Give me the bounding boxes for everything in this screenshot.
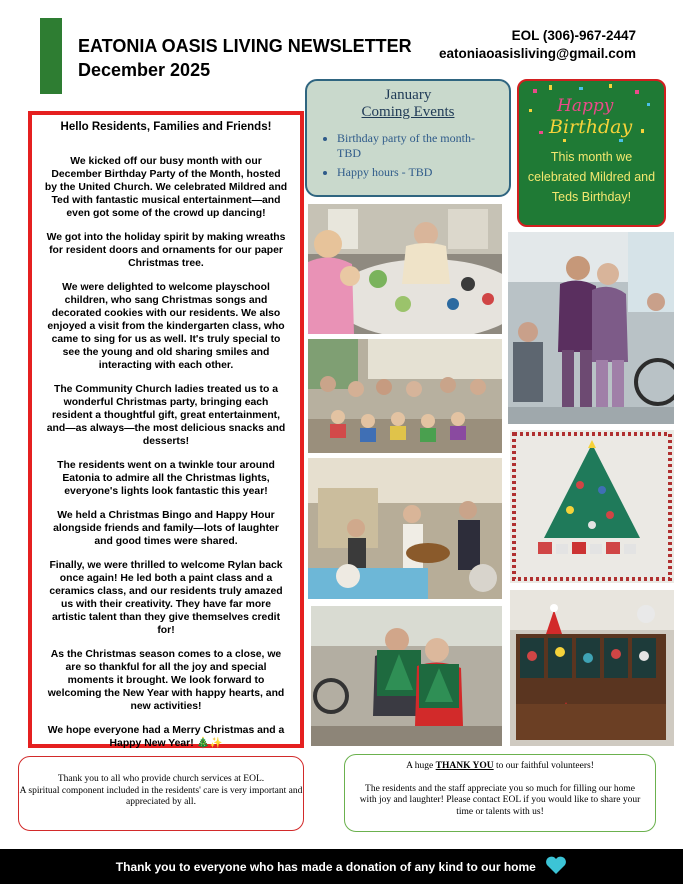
- birthday-box: [517, 79, 666, 227]
- birthday-art-birthday: Birthday: [549, 116, 633, 138]
- letter-paragraph-3: We were delighted to welcome playschool children, who sang Christmas songs and decorated cookies with our residents. We also enjoyed a visit from the kindergarten class, who came to sing for us as well. It's truly special to see the young and old sharing smiles and interacting with each other.: [47, 282, 285, 371]
- church-thanks-box: [18, 756, 304, 831]
- photo-playschool-visit: [308, 339, 502, 453]
- header-accent-bar: [40, 18, 62, 94]
- letter-paragraph-1: We kicked off our busy month with our December Birthday Party of the Month, hosted by the United Church. We celebrated Mildred and Ted with fantastic musical entertainment—and even got some of the crowd up dancing!: [44, 156, 288, 219]
- title-line-1: EATONIA OASIS LIVING NEWSLETTER: [78, 36, 412, 56]
- footer-text: Thank you to everyone who has made a donation of any kind to our home: [115, 860, 536, 874]
- photo-music-entertainment: [308, 458, 502, 599]
- birthday-art-happy: Happy: [557, 96, 614, 116]
- letter-paragraph-9: We hope everyone had a Merry Christmas and a Happy New Year! 🎄✨: [47, 725, 285, 749]
- letter-paragraph-6: We held a Christmas Bingo and Happy Hour alongside friends and family—lots of laughter and good times were shared.: [53, 510, 279, 547]
- phone-number: EOL (306)-967-2447: [511, 28, 636, 43]
- event-item: • Happy hours - TBD: [337, 165, 501, 180]
- newsletter-title: [78, 34, 412, 82]
- church-thanks-line-1: Thank you to all who provide church services at EOL.: [57, 774, 265, 784]
- coming-events-list: [307, 131, 509, 180]
- birthday-caption: This month we celebrated Mildred and Teds Birthday!: [527, 150, 656, 204]
- volunteer-thanks-body: The residents and the staff appreciate you so much for filling our home with joy and laughter! Please contact EOL if you would like to share your time or talents with us!: [359, 783, 641, 817]
- email-address[interactable]: eatoniaoasisliving@gmail.com: [439, 46, 636, 61]
- volunteer-heading-emphasis: THANK YOU: [435, 761, 494, 771]
- coming-events-title: Coming Events: [361, 104, 455, 120]
- coming-events-box: [305, 79, 511, 197]
- letter-paragraph-5: The residents went on a twinkle tour around Eatonia to admire all the Christmas lights, everyone's lights look fantastic this year!: [57, 460, 275, 497]
- church-thanks-line-2: A spiritual component included in the residents' care is very important and appreciated by all.: [19, 785, 303, 807]
- volunteer-thanks-heading: [357, 761, 643, 773]
- letter-paragraph-2: We got into the holiday spirit by making wreaths for resident doors and ornaments for our paper Christmas tree.: [46, 232, 286, 269]
- event-item: • Birthday party of the month- TBD: [337, 131, 501, 161]
- volunteer-heading-pre: A huge: [406, 761, 436, 771]
- coming-events-heading: [307, 87, 509, 121]
- volunteer-thanks-box: [344, 754, 656, 832]
- photo-paint-class: [311, 606, 502, 746]
- coming-events-month: January: [384, 87, 432, 103]
- letter-paragraph-8: As the Christmas season comes to a close, we are so thankful for all the joy and special moments it brought. We look forward to welcoming the New Year with happy hearts, and new activities!: [47, 649, 285, 712]
- photo-paper-christmas-tree: [510, 430, 674, 583]
- photo-ornamented-piano: [510, 590, 674, 746]
- happy-birthday-art: [519, 81, 664, 147]
- photo-cookie-decorating: [308, 204, 502, 334]
- letter-box: [28, 111, 304, 748]
- letter-paragraph-4: The Community Church ladies treated us to a wonderful Christmas party, bringing each resident a thoughtful gift, great entertainment, and—as always—the most delicious snacks and desserts!: [46, 384, 286, 447]
- photo-dancing: [508, 232, 674, 424]
- heart-icon: [545, 855, 567, 880]
- volunteer-heading-post: to our faithful volunteers!: [493, 761, 594, 771]
- letter-greeting: Hello Residents, Families and Friends!: [60, 121, 272, 133]
- letter-paragraph-7: Finally, we were thrilled to welcome Rylan back once again! He led both a paint class and a ceramics class, and our residents truly amazed us with their creativity. They have far more artistic talent than they give themselves credit for!: [49, 560, 283, 636]
- contact-info: [439, 27, 636, 63]
- title-line-2: December 2025: [78, 60, 211, 80]
- donation-footer: [0, 849, 683, 884]
